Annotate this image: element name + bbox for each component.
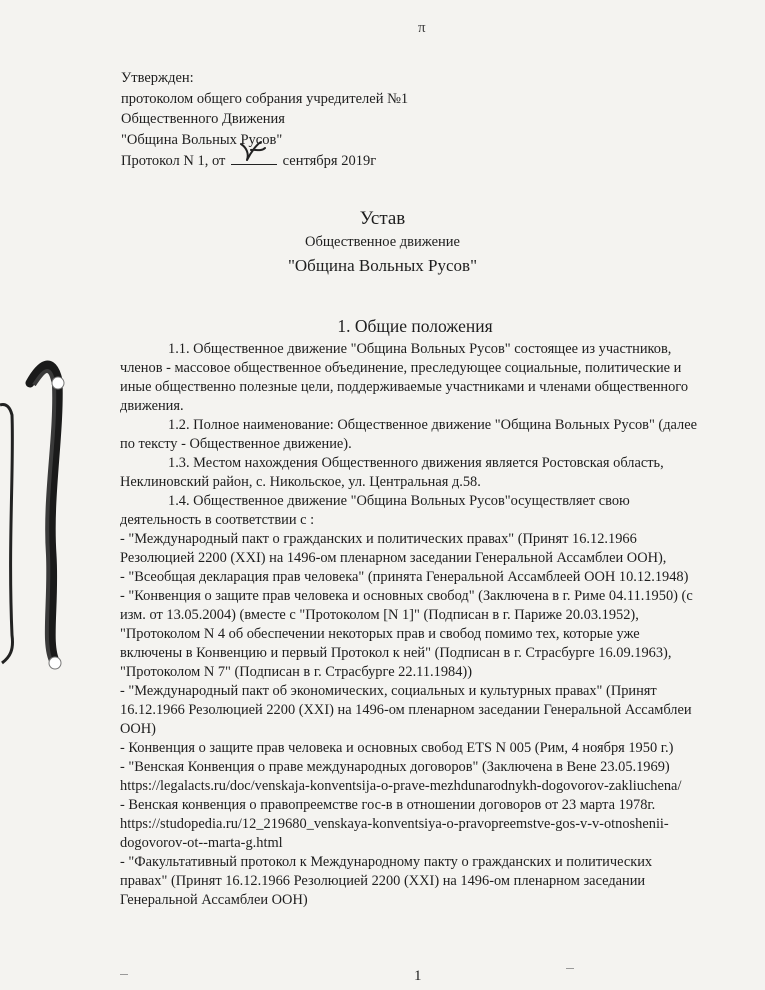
approval-date-line	[121, 150, 408, 172]
list-item: - "Всеобщая декларация прав человека" (принята Генеральной Ассамблеей ООН 10.12.1948)	[120, 569, 689, 585]
handwritten-mark-icon	[239, 140, 269, 162]
approval-name-line: "Община Вольных Русов"	[121, 131, 283, 148]
paragraph-1-3: 1.3. Местом нахождения Общественного движения является Ростовская область, Неклиновский район, с. Никольское, ул. Центральная д.58.	[120, 455, 664, 490]
document-subtitle: Общественное движение	[305, 234, 460, 250]
approval-protocol-line: протоколом общего собрания учредителей №1	[121, 90, 409, 107]
approval-block	[121, 68, 408, 172]
list-item: - "Международный пакт об экономических, социальных и культурных правах" (Принят 16.12.1966 Резолюцией 2200 (XXI) на 1496-ом пленарном заседании Генеральной Ассамблеи ООН)	[120, 683, 692, 737]
list-item: - Конвенция о защите прав человека и основных свобод ETS N 005 (Рим, 4 ноября 1950 г.)	[120, 740, 674, 756]
binding-thread-icon	[0, 345, 80, 675]
section-body	[120, 340, 700, 910]
list-item: - "Факультативный протокол к Международному пакту о гражданских и политических правах" (Принят 16.12.1966 Резолюцией 2200 (XXI) на 1496-ом пленарном заседании Генеральной Ассамблеи ООН)	[120, 854, 653, 908]
approval-label: Утвержден:	[121, 70, 194, 86]
scan-speck	[566, 968, 574, 969]
scan-speck	[120, 974, 128, 975]
top-mark: π	[418, 20, 426, 36]
paragraph-1-1: 1.1. Общественное движение "Община Вольных Русов" состоящее из участников, членов - массовое общественное объединение, преследующее социальные, политические и иные общественно полезные цели, поддерживаемые участниками и членами общественного движения.	[120, 341, 689, 414]
list-item: - "Международный пакт о гражданских и политических правах" (Принят 16.12.1966 Резолюцией 2200 (XXI) на 1496-ом пленарном заседании Генеральной Ассамблеи ООН),	[120, 531, 667, 566]
section-title: 1. Общие положения	[337, 316, 493, 336]
approval-date-suffix: сентября 2019г	[282, 153, 377, 169]
paragraph-1-4: 1.4. Общественное движение "Община Вольных Русов"осуществляет свою деятельность в соответствии с :	[120, 493, 630, 528]
list-item: - "Венская Конвенция о праве международных договоров" (Заключена в Вене 23.05.1969) https://legalacts.ru/doc/venskaja-konventsija-o-prave-mezhdunarodnykh-dogovorov-zakliuchena/	[120, 759, 682, 794]
handwritten-day-field	[231, 150, 277, 165]
approval-date-prefix: Протокол N 1, от	[121, 153, 226, 169]
page-number: 1	[414, 968, 422, 984]
organization-name: "Община Вольных Русов"	[287, 256, 478, 275]
document-title: Устав	[359, 208, 406, 229]
list-item: - Венская конвенция о правопреемстве гос-в в отношении договоров от 23 марта 1978г. https://studopedia.ru/12_219680_venskaya-konventsiya-o-pravopreemstve-gos-v-v-otnoshenii-dogovorov-ot--marta-g.html	[120, 797, 669, 851]
list-item: - "Конвенция о защите прав человека и основных свобод" (Заключена в г. Риме 04.11.1950) (с изм. от 13.05.2004) (вместе с "Протоколом [N 1]" (Подписан в г. Париже 20.03.1952), "Протоколом N 4 об обеспечении некоторых прав и свобод помимо тех, которые уже включены в Конвенцию и первый Протокол к ней" (Подписан в г. Страсбурге 16.09.1963), "Протоколом N 7" (Подписан в г. Страсбурге 22.11.1984))	[120, 588, 693, 680]
paragraph-1-2: 1.2. Полное наименование: Общественное движение "Община Вольных Русов" (далее по тексту - Общественное движение).	[120, 417, 697, 452]
approval-org-line: Общественного Движения	[121, 111, 285, 127]
